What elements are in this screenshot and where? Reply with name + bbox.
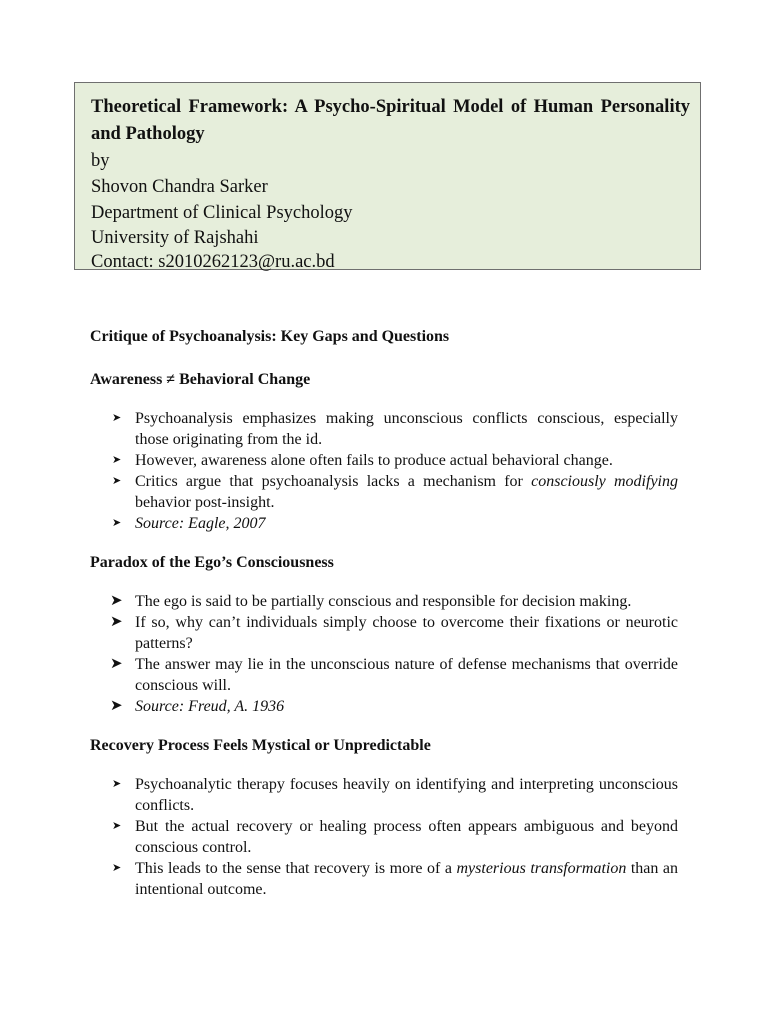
arrowhead-bullet-icon: ➤ xyxy=(112,778,122,790)
university-name: University of Rajshahi xyxy=(91,228,259,248)
list-item xyxy=(90,513,678,534)
arrowhead-bullet-icon: ➤ xyxy=(112,862,122,874)
item-text: The ego is said to be partially conscious and responsible for decision making. xyxy=(135,593,632,610)
item-text: If so, why can’t individuals simply choose to overcome their fixations or neurotic patterns? xyxy=(135,614,678,652)
title-box xyxy=(74,82,701,270)
contact-line: Contact: s2010262123@ru.ac.bd xyxy=(91,252,335,272)
list-item xyxy=(90,774,678,816)
bullet-list xyxy=(90,591,678,717)
arrowhead-bullet-icon: ➤ xyxy=(110,614,123,630)
main-heading: Critique of Psychoanalysis: Key Gaps and Questions xyxy=(90,328,450,345)
sections-container xyxy=(90,369,678,900)
italic-text: consciously modifying xyxy=(531,473,678,490)
arrowhead-bullet-icon: ➤ xyxy=(110,656,123,672)
list-item xyxy=(90,612,678,654)
arrowhead-bullet-icon: ➤ xyxy=(112,517,122,529)
list-item xyxy=(90,858,678,900)
arrowhead-bullet-icon: ➤ xyxy=(112,454,122,466)
section-1 xyxy=(90,369,678,534)
item-text: However, awareness alone often fails to produce actual behavioral change. xyxy=(135,452,613,469)
arrowhead-bullet-icon: ➤ xyxy=(112,820,122,832)
list-item xyxy=(90,408,678,450)
item-text: Psychoanalysis emphasizes making unconscious conflicts conscious, especially those originating from the id. xyxy=(135,410,678,448)
paper-title: Theoretical Framework: A Psycho-Spiritual Model of Human Personality and Pathology xyxy=(91,97,690,144)
item-text: The answer may lie in the unconscious nature of defense mechanisms that override conscious will. xyxy=(135,656,678,694)
document-body xyxy=(90,326,678,918)
item-text: Psychoanalytic therapy focuses heavily on identifying and interpreting unconscious conflicts. xyxy=(135,776,678,814)
section-3 xyxy=(90,735,678,900)
item-text: But the actual recovery or healing process often appears ambiguous and beyond conscious control. xyxy=(135,818,678,856)
list-item xyxy=(90,654,678,696)
italic-text: mysterious transformation xyxy=(456,860,627,877)
arrowhead-bullet-icon: ➤ xyxy=(110,698,123,714)
italic-text: Source: Eagle, 2007 xyxy=(135,515,266,532)
arrowhead-bullet-icon: ➤ xyxy=(110,593,123,609)
arrowhead-bullet-icon: ➤ xyxy=(112,475,122,487)
bullet-list xyxy=(90,408,678,534)
author-name: Shovon Chandra Sarker xyxy=(91,177,268,197)
bullet-list xyxy=(90,774,678,900)
item-text: Critics argue that psychoanalysis lacks a mechanism for xyxy=(135,473,532,490)
list-item xyxy=(90,696,678,717)
section-2 xyxy=(90,552,678,717)
arrowhead-bullet-icon: ➤ xyxy=(112,412,122,424)
italic-text: Source: Freud, A. 1936 xyxy=(135,698,285,715)
list-item xyxy=(90,591,678,612)
list-item xyxy=(90,471,678,513)
item-text: This leads to the sense that recovery is more of a xyxy=(135,860,457,877)
by-line: by xyxy=(91,151,110,171)
section-heading: Recovery Process Feels Mystical or Unpredictable xyxy=(90,737,431,754)
item-text: behavior post-insight. xyxy=(135,494,275,511)
department-name: Department of Clinical Psychology xyxy=(91,203,353,223)
item-text: than an intentional outcome. xyxy=(135,860,679,898)
list-item xyxy=(90,450,678,471)
list-item xyxy=(90,816,678,858)
section-heading: Awareness ≠ Behavioral Change xyxy=(90,371,311,388)
section-heading: Paradox of the Ego’s Consciousness xyxy=(90,554,334,571)
